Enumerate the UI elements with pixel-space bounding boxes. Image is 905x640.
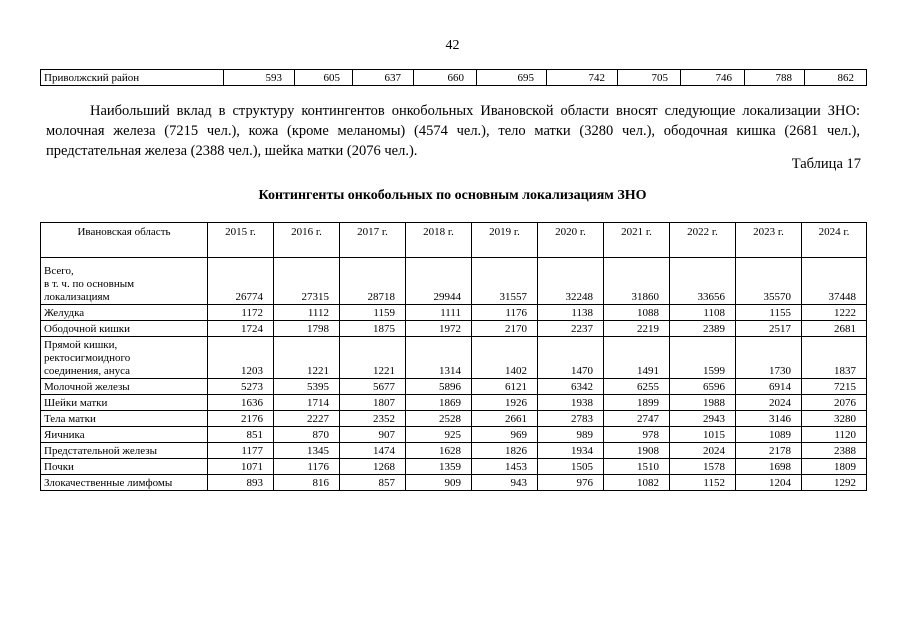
value-cell: 851 — [208, 427, 274, 443]
value-cell: 1837 — [802, 337, 867, 379]
row-label — [41, 321, 208, 337]
value-cell: 1203 — [208, 337, 274, 379]
body-paragraph: Наибольший вклад в структуру контингентов онкобольных Ивановской области вносят следующие локализации ЗНО: молочная железа (7215 чел.), кожа (кроме меланомы) (4574 чел.), тело матки (3280 чел.), ободочная кишка (2681 чел.), предстательная железа (2388 чел.), шейка матки (2076 чел.). — [46, 103, 860, 159]
value-cell: 1359 — [406, 459, 472, 475]
table-row — [41, 305, 867, 321]
value-cell: 1714 — [274, 395, 340, 411]
year-header: 2021 г. — [604, 223, 670, 258]
value-cell: 976 — [538, 475, 604, 491]
value-cell: 3146 — [736, 411, 802, 427]
row-label — [41, 411, 208, 427]
row-label-line: Шейки матки — [44, 397, 108, 409]
value-cell: 1221 — [274, 337, 340, 379]
row-label-line: Молочной железы — [44, 381, 130, 393]
value-cell: 1088 — [604, 305, 670, 321]
value-cell: 2178 — [736, 443, 802, 459]
row-label-line: ректосигмоидного — [44, 352, 131, 364]
value-cell: 1636 — [208, 395, 274, 411]
year-header: 2020 г. — [538, 223, 604, 258]
row-label — [41, 427, 208, 443]
table-row — [41, 459, 867, 475]
value-cell: 1159 — [340, 305, 406, 321]
value-cell: 6914 — [736, 379, 802, 395]
value-cell: 1177 — [208, 443, 274, 459]
value-cell: 907 — [340, 427, 406, 443]
value-cell: 1730 — [736, 337, 802, 379]
value-cell: 1798 — [274, 321, 340, 337]
value-cell: 1292 — [802, 475, 867, 491]
value-cell: 2747 — [604, 411, 670, 427]
value-cell: 816 — [274, 475, 340, 491]
header-row — [41, 223, 867, 258]
row-label — [41, 337, 208, 379]
year-header: 2024 г. — [802, 223, 867, 258]
value-cell: 2170 — [472, 321, 538, 337]
value-cell: 1015 — [670, 427, 736, 443]
value-cell: 33656 — [670, 258, 736, 305]
region-cell: Приволжский район — [41, 70, 224, 86]
value-cell: 2176 — [208, 411, 274, 427]
value-cell: 1578 — [670, 459, 736, 475]
value-cell: 1899 — [604, 395, 670, 411]
corner-header: Ивановская область — [41, 223, 208, 258]
year-header: 2023 г. — [736, 223, 802, 258]
value-cell: 1138 — [538, 305, 604, 321]
value-cell: 2783 — [538, 411, 604, 427]
value-cell: 1108 — [670, 305, 736, 321]
value-cell: 2024 — [736, 395, 802, 411]
value-cell: 2388 — [802, 443, 867, 459]
value-cell: 989 — [538, 427, 604, 443]
value-cell: 1988 — [670, 395, 736, 411]
value-cell: 862 — [805, 70, 867, 86]
previous-table-fragment — [40, 69, 867, 86]
value-cell: 788 — [745, 70, 805, 86]
row-label-line: локализациям — [44, 291, 110, 303]
value-cell: 705 — [618, 70, 681, 86]
value-cell: 1345 — [274, 443, 340, 459]
value-cell: 1809 — [802, 459, 867, 475]
value-cell: 37448 — [802, 258, 867, 305]
value-cell: 2517 — [736, 321, 802, 337]
value-cell: 1071 — [208, 459, 274, 475]
value-cell: 1221 — [340, 337, 406, 379]
value-cell: 925 — [406, 427, 472, 443]
value-cell: 605 — [295, 70, 353, 86]
row-label-line: в т. ч. по основным — [44, 278, 135, 290]
value-cell: 7215 — [802, 379, 867, 395]
value-cell: 1869 — [406, 395, 472, 411]
row-label — [41, 395, 208, 411]
value-cell: 26774 — [208, 258, 274, 305]
value-cell: 1082 — [604, 475, 670, 491]
row-label — [41, 258, 208, 305]
row-label — [41, 475, 208, 491]
row-label-line: соединения, ануса — [44, 365, 131, 377]
year-header: 2015 г. — [208, 223, 274, 258]
value-cell: 29944 — [406, 258, 472, 305]
value-cell: 695 — [477, 70, 547, 86]
value-cell: 1089 — [736, 427, 802, 443]
value-cell: 5273 — [208, 379, 274, 395]
table-row — [41, 475, 867, 491]
value-cell: 2237 — [538, 321, 604, 337]
year-header: 2019 г. — [472, 223, 538, 258]
value-cell: 1470 — [538, 337, 604, 379]
value-cell: 1204 — [736, 475, 802, 491]
row-label-line: Предстательной железы — [44, 445, 157, 457]
value-cell: 2528 — [406, 411, 472, 427]
value-cell: 1807 — [340, 395, 406, 411]
value-cell: 660 — [414, 70, 477, 86]
row-label-line: Всего, — [44, 265, 74, 277]
row-label — [41, 305, 208, 321]
page-number: 42 — [445, 38, 460, 53]
value-cell: 1111 — [406, 305, 472, 321]
value-cell: 1176 — [274, 459, 340, 475]
value-cell: 6596 — [670, 379, 736, 395]
row-label-line: Тела матки — [44, 413, 96, 425]
value-cell: 978 — [604, 427, 670, 443]
value-cell: 3280 — [802, 411, 867, 427]
row-label — [41, 379, 208, 395]
value-cell: 1176 — [472, 305, 538, 321]
value-cell: 1826 — [472, 443, 538, 459]
value-cell: 1155 — [736, 305, 802, 321]
value-cell: 1599 — [670, 337, 736, 379]
value-cell: 31557 — [472, 258, 538, 305]
value-cell: 31860 — [604, 258, 670, 305]
table-row — [41, 427, 867, 443]
table-row — [41, 321, 867, 337]
value-cell: 2024 — [670, 443, 736, 459]
year-header: 2016 г. — [274, 223, 340, 258]
value-cell: 1505 — [538, 459, 604, 475]
value-cell: 2076 — [802, 395, 867, 411]
value-cell: 1172 — [208, 305, 274, 321]
row-label-line: Яичника — [44, 429, 85, 441]
year-header: 2017 г. — [340, 223, 406, 258]
year-header: 2022 г. — [670, 223, 736, 258]
value-cell: 2389 — [670, 321, 736, 337]
table-row — [41, 337, 867, 379]
value-cell: 1474 — [340, 443, 406, 459]
table-row — [41, 443, 867, 459]
value-cell: 2681 — [802, 321, 867, 337]
value-cell: 2661 — [472, 411, 538, 427]
value-cell: 637 — [353, 70, 414, 86]
value-cell: 593 — [224, 70, 295, 86]
table-row — [41, 70, 867, 86]
year-header: 2018 г. — [406, 223, 472, 258]
value-cell: 943 — [472, 475, 538, 491]
value-cell: 5395 — [274, 379, 340, 395]
value-cell: 857 — [340, 475, 406, 491]
value-cell: 2219 — [604, 321, 670, 337]
table-row — [41, 395, 867, 411]
value-cell: 969 — [472, 427, 538, 443]
value-cell: 1268 — [340, 459, 406, 475]
value-cell: 1453 — [472, 459, 538, 475]
value-cell: 32248 — [538, 258, 604, 305]
table-title: Контингенты онкобольных по основным локализациям ЗНО — [258, 188, 647, 203]
value-cell: 2352 — [340, 411, 406, 427]
value-cell: 1112 — [274, 305, 340, 321]
value-cell: 27315 — [274, 258, 340, 305]
value-cell: 28718 — [340, 258, 406, 305]
row-label-line: Почки — [44, 461, 74, 473]
row-label-line: Ободочной кишки — [44, 323, 131, 335]
value-cell: 1222 — [802, 305, 867, 321]
value-cell: 909 — [406, 475, 472, 491]
value-cell: 5677 — [340, 379, 406, 395]
value-cell: 746 — [681, 70, 745, 86]
table-caption: Таблица 17 — [791, 156, 861, 172]
value-cell: 1491 — [604, 337, 670, 379]
value-cell: 2227 — [274, 411, 340, 427]
row-label-line: Злокачественные лимфомы — [44, 477, 173, 489]
value-cell: 6255 — [604, 379, 670, 395]
value-cell: 1628 — [406, 443, 472, 459]
value-cell: 1698 — [736, 459, 802, 475]
value-cell: 6121 — [472, 379, 538, 395]
value-cell: 5896 — [406, 379, 472, 395]
value-cell: 1120 — [802, 427, 867, 443]
table-row — [41, 258, 867, 305]
value-cell: 893 — [208, 475, 274, 491]
value-cell: 35570 — [736, 258, 802, 305]
table-row — [41, 379, 867, 395]
row-label-line: Желудка — [44, 307, 85, 319]
value-cell: 1926 — [472, 395, 538, 411]
value-cell: 1972 — [406, 321, 472, 337]
table-row — [41, 411, 867, 427]
value-cell: 870 — [274, 427, 340, 443]
value-cell: 1875 — [340, 321, 406, 337]
value-cell: 1934 — [538, 443, 604, 459]
contingents-table — [40, 222, 867, 491]
row-label — [41, 459, 208, 475]
value-cell: 6342 — [538, 379, 604, 395]
value-cell: 1724 — [208, 321, 274, 337]
row-label — [41, 443, 208, 459]
value-cell: 1938 — [538, 395, 604, 411]
value-cell: 1402 — [472, 337, 538, 379]
value-cell: 1510 — [604, 459, 670, 475]
value-cell: 742 — [547, 70, 618, 86]
value-cell: 1152 — [670, 475, 736, 491]
value-cell: 2943 — [670, 411, 736, 427]
value-cell: 1314 — [406, 337, 472, 379]
value-cell: 1908 — [604, 443, 670, 459]
row-label-line: Прямой кишки, — [44, 339, 118, 351]
